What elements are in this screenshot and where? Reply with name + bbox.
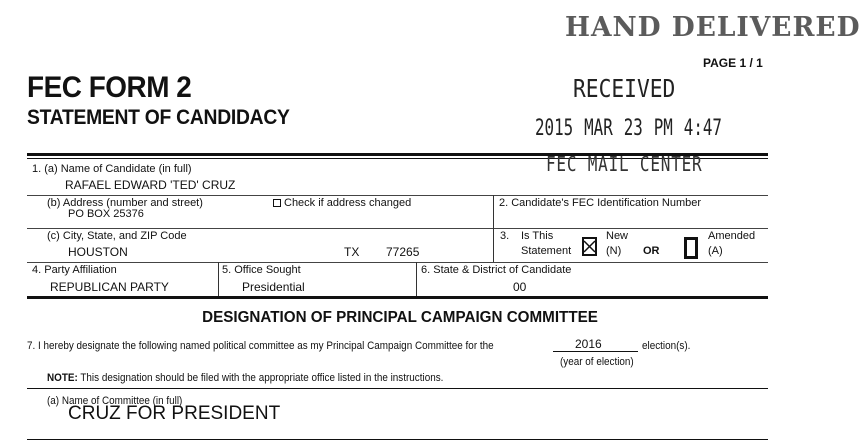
new-label-line2: (N) — [606, 245, 622, 257]
amended-label-line2: (A) — [708, 245, 723, 257]
row-divider — [27, 228, 768, 229]
party-value[interactable]: REPUBLICAN PARTY — [50, 280, 169, 294]
column-divider — [218, 262, 219, 297]
candidate-name-value[interactable]: RAFAEL EDWARD 'TED' CRUZ — [65, 178, 236, 192]
amended-label-line1: Amended — [708, 230, 756, 242]
committee-name-label: (a) Name of Committee (in full) — [47, 395, 183, 407]
designation-heading: DESIGNATION OF PRINCIPAL CAMPAIGN COMMITTEE — [202, 309, 598, 326]
designation-statement: 7. I hereby designate the following named political committee as my Principal Campaign Committee for the — [27, 340, 494, 352]
office-label: 5. Office Sought — [222, 264, 301, 276]
row-divider — [27, 388, 768, 389]
row-divider — [27, 262, 768, 263]
new-label-line1: New — [606, 230, 629, 242]
column-divider — [493, 195, 494, 262]
received-date-stamp: 2015 MAR 23 PM 4:47 — [535, 116, 722, 141]
page-number: PAGE 1 / 1 — [703, 56, 763, 70]
section-rule-thick — [27, 296, 768, 299]
new-statement-checkbox[interactable] — [582, 237, 597, 256]
committee-name-value[interactable]: CRUZ FOR PRESIDENT — [68, 403, 281, 424]
designation-note — [47, 372, 443, 384]
statement-label-line2: Statement — [521, 245, 572, 257]
statement-label-line1: Is This — [521, 230, 554, 242]
or-label: OR — [643, 245, 660, 257]
address-changed-checkbox[interactable] — [273, 199, 281, 207]
statement-number: 3. — [500, 230, 510, 242]
fec-id-label: 2. Candidate's FEC Identification Number — [499, 197, 702, 209]
x-mark-icon — [584, 239, 595, 254]
year-underline — [553, 351, 638, 352]
amended-statement-checkbox[interactable] — [684, 237, 698, 259]
received-stamp: RECEIVED — [573, 74, 676, 103]
column-divider — [416, 262, 417, 297]
form-subtitle: STATEMENT OF CANDIDACY — [27, 106, 290, 129]
party-label: 4. Party Affiliation — [32, 264, 117, 276]
note-bold: NOTE: — [47, 372, 78, 384]
address-label: (b) Address (number and street) — [47, 197, 203, 209]
state-district-label: 6. State & District of Candidate — [421, 264, 572, 276]
address-changed-label: Check if address changed — [284, 197, 412, 209]
election-year-value[interactable]: 2016 — [575, 337, 602, 351]
row-divider — [27, 195, 768, 196]
state-value[interactable]: TX — [344, 245, 360, 259]
office-value[interactable]: Presidential — [242, 280, 305, 294]
candidate-name-label: 1. (a) Name of Candidate (in full) — [32, 163, 192, 175]
hand-delivered-stamp: HAND DELIVERED — [565, 12, 861, 43]
note-text: This designation should be filed with the appropriate office listed in the instructions. — [77, 372, 444, 384]
state-district-value[interactable]: 00 — [513, 280, 527, 294]
city-state-zip-label: (c) City, State, and ZIP Code — [47, 230, 187, 242]
row-divider — [27, 439, 768, 440]
zip-value[interactable]: 77265 — [386, 245, 420, 259]
elections-suffix: election(s). — [642, 340, 691, 352]
mail-center-stamp: FEC MAIL CENTER — [546, 152, 703, 176]
city-value[interactable]: HOUSTON — [68, 245, 128, 259]
year-caption: (year of election) — [560, 356, 634, 368]
address-value[interactable]: PO BOX 25376 — [68, 208, 144, 220]
form-title: FEC FORM 2 — [27, 71, 192, 104]
